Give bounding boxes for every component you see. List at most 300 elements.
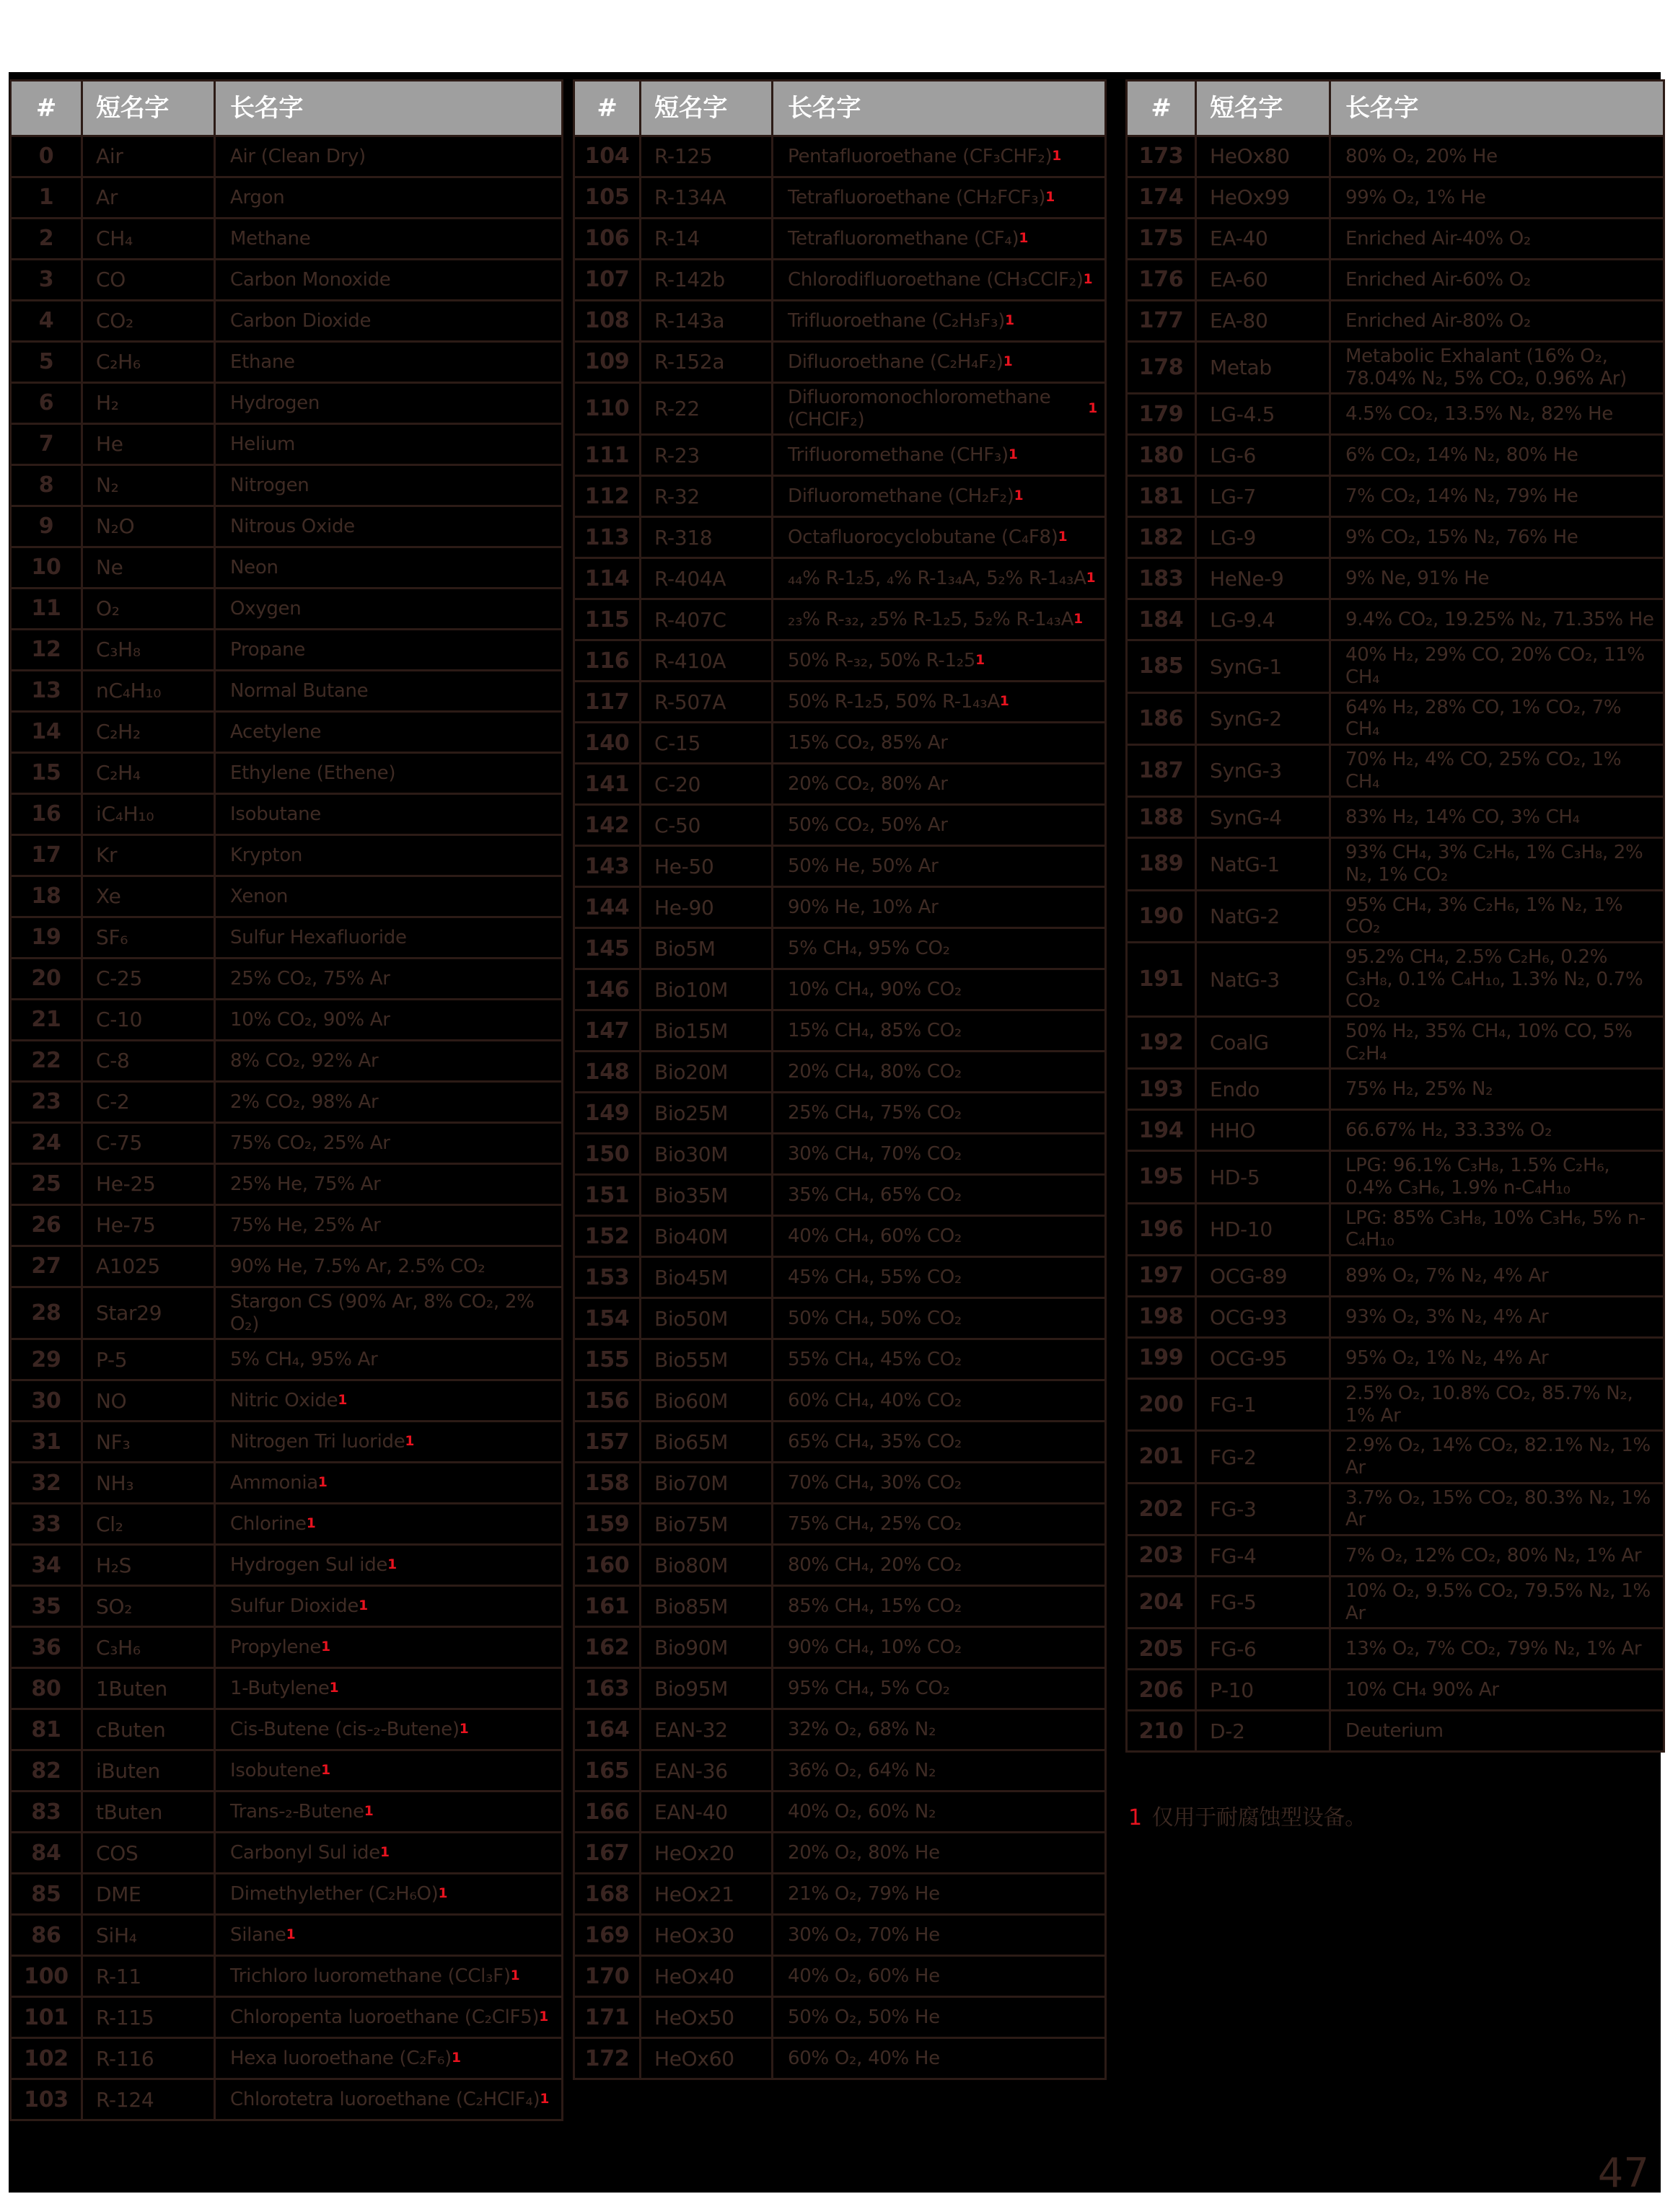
short-name-cell: Cl₂	[83, 1504, 216, 1543]
table-row	[1128, 943, 1663, 1018]
long-name-cell: 75% He, 25% Ar	[230, 1214, 381, 1236]
short-name-cell: LG-6	[1197, 436, 1331, 475]
table-row	[12, 137, 561, 178]
column-header-number: #	[575, 81, 641, 135]
table-row	[12, 466, 561, 507]
table-row	[12, 795, 561, 836]
short-name-cell: SynG-4	[1197, 798, 1331, 837]
row-number-cell: 193	[1128, 1070, 1197, 1109]
short-name-cell: Xe	[83, 877, 216, 916]
row-number-cell: 108	[575, 301, 641, 340]
table-row	[12, 836, 561, 877]
long-name-cell: Octafluorocyclobutane (C₄F8) 1	[788, 526, 1068, 548]
table-row	[12, 507, 561, 548]
table-row	[1128, 1432, 1663, 1484]
long-name-cell: 60% O₂, 40% He	[788, 2048, 940, 2069]
long-name-cell: Hydrogen	[230, 392, 320, 414]
short-name-cell: He-75	[83, 1206, 216, 1245]
long-name-cell: 3.7% O₂, 15% CO₂, 80.3% N₂, 1% Ar	[1345, 1486, 1651, 1531]
row-number-cell: 182	[1128, 518, 1197, 557]
table-row	[575, 1504, 1104, 1546]
short-name-cell: DME	[83, 1874, 216, 1913]
long-name-cell: 40% H₂, 29% CO, 20% CO₂, 11% CH₄	[1345, 644, 1645, 689]
row-number-cell: 157	[575, 1422, 641, 1461]
row-number-cell: 20	[12, 959, 83, 998]
row-number-cell: 167	[575, 1833, 641, 1872]
column-header-long-name: 长名字	[788, 93, 861, 123]
short-name-cell: R-134A	[641, 178, 773, 217]
long-name-cell: Tetrafluoroethane (CH₂FCF₃) 1	[788, 186, 1055, 208]
short-name-cell: CoalG	[1197, 1018, 1331, 1067]
row-number-cell: 16	[12, 795, 83, 834]
long-name-cell: Nitrogen	[230, 474, 309, 496]
long-name-cell: Xenon	[230, 885, 289, 907]
long-name-cell: 85% CH₄, 15% CO₂	[788, 1595, 962, 1617]
long-name-cell: ₂₃% R-₃₂, ₂5% R-1₂5, 5₂% R-1₄₃A 1	[788, 609, 1083, 630]
long-name-cell: Argon	[230, 186, 285, 208]
row-number-cell: 23	[12, 1083, 83, 1122]
row-number-cell: 9	[12, 507, 83, 546]
long-name-cell: Cis-Butene (cis-₂-Butene) 1	[230, 1719, 469, 1740]
short-name-cell: He-50	[641, 847, 773, 886]
short-name-cell: R-410A	[641, 641, 773, 680]
short-name-cell: R-152a	[641, 343, 773, 382]
row-number-cell: 154	[575, 1299, 641, 1338]
long-name-cell: Carbonyl Sul ide 1	[230, 1842, 390, 1864]
table-body	[12, 137, 561, 2119]
long-name-cell: 10% O₂, 9.5% CO₂, 79.5% N₂, 1% Ar	[1345, 1580, 1651, 1624]
short-name-cell: HeOx30	[641, 1916, 773, 1955]
long-name-cell: Normal Butane	[230, 679, 369, 702]
row-number-cell: 35	[12, 1587, 83, 1626]
table-row	[1128, 641, 1663, 693]
row-number-cell: 112	[575, 477, 641, 516]
table-row	[12, 1041, 561, 1083]
short-name-cell: C-75	[83, 1124, 216, 1163]
column-header-short-name: 短名字	[83, 81, 216, 135]
table-row	[12, 548, 561, 589]
table-row	[575, 1957, 1104, 1998]
table-row	[12, 1792, 561, 1833]
long-name-cell: 93% O₂, 3% N₂, 4% Ar	[1345, 1305, 1549, 1328]
long-name-cell: 95.2% CH₄, 2.5% C₂H₆, 0.2% C₃H₈, 0.1% C₄H₁₀, 1.3% N₂, 0.7% CO₂	[1345, 946, 1643, 1013]
table-row	[575, 1258, 1104, 1299]
short-name-cell: H₂S	[83, 1546, 216, 1585]
row-number-cell: 140	[575, 723, 641, 762]
column-header-number: #	[1128, 81, 1197, 135]
short-name-cell: D-2	[1197, 1711, 1331, 1750]
row-number-cell: 161	[575, 1587, 641, 1626]
row-number-cell: 197	[1128, 1256, 1197, 1295]
short-name-cell: iC₄H₁₀	[83, 795, 216, 834]
short-name-cell: NF₃	[83, 1422, 216, 1461]
short-name-cell: HeNe-9	[1197, 559, 1331, 598]
short-name-cell: R-407C	[641, 600, 773, 639]
table-row	[575, 641, 1104, 682]
long-name-cell: 36% O₂, 64% N₂	[788, 1760, 936, 1781]
short-name-cell: Bio50M	[641, 1299, 773, 1338]
table-row	[12, 178, 561, 219]
long-name-cell: 66.67% H₂, 33.33% O₂	[1345, 1119, 1552, 1142]
long-name-cell: Chlorine 1	[230, 1513, 316, 1535]
long-name-cell: Sulfur Hexafluoride	[230, 926, 407, 948]
short-name-cell: EAN-32	[641, 1710, 773, 1749]
short-name-cell: P-10	[1197, 1670, 1331, 1709]
long-name-cell: Dimethylether (C₂H₆O) 1	[230, 1883, 448, 1905]
row-number-cell: 86	[12, 1916, 83, 1955]
row-number-cell: 10	[12, 548, 83, 587]
short-name-cell: Bio55M	[641, 1340, 773, 1379]
table-row	[12, 1546, 561, 1587]
row-number-cell: 3	[12, 260, 83, 299]
short-name-cell: Bio15M	[641, 1011, 773, 1050]
short-name-cell: C₃H₆	[83, 1628, 216, 1667]
row-number-cell: 183	[1128, 559, 1197, 598]
row-number-cell: 107	[575, 260, 641, 299]
row-number-cell: 34	[12, 1546, 83, 1585]
row-number-cell: 177	[1128, 301, 1197, 340]
table-row	[575, 970, 1104, 1011]
row-number-cell: 84	[12, 1833, 83, 1872]
long-name-cell: Ethylene (Ethene)	[230, 762, 396, 784]
short-name-cell: Bio5M	[641, 929, 773, 968]
short-name-cell: SynG-3	[1197, 746, 1331, 796]
long-name-cell: Chlorodifluoroethane (CH₃CClF₂) 1	[788, 268, 1093, 291]
long-name-cell: 90% He, 7.5% Ar, 2.5% CO₂	[230, 1255, 486, 1277]
long-name-cell: Hexa luoroethane (C₂F₆) 1	[230, 2048, 461, 2069]
table-row	[12, 1833, 561, 1874]
row-number-cell: 149	[575, 1093, 641, 1132]
table-row	[575, 2039, 1104, 2078]
short-name-cell: He-90	[641, 888, 773, 927]
table-row	[12, 918, 561, 959]
long-name-cell: 5% CH₄, 95% CO₂	[788, 938, 950, 959]
row-number-cell: 199	[1128, 1339, 1197, 1378]
short-name-cell: C-2	[83, 1083, 216, 1122]
table-row	[575, 1052, 1104, 1093]
table-row	[1128, 1256, 1663, 1297]
short-name-cell: Ar	[83, 178, 216, 217]
table-row	[575, 1381, 1104, 1422]
long-name-cell: 10% CO₂, 90% Ar	[230, 1008, 390, 1031]
table-row	[575, 343, 1104, 384]
long-name-cell: 15% CH₄, 85% CO₂	[788, 1020, 962, 1041]
long-name-cell: 7% O₂, 12% CO₂, 80% N₂, 1% Ar	[1345, 1544, 1642, 1567]
long-name-cell: Propylene 1	[230, 1636, 330, 1658]
long-name-cell: 2.5% O₂, 10.8% CO₂, 85.7% N₂, 1% Ar	[1345, 1383, 1633, 1427]
long-name-cell: 30% O₂, 70% He	[788, 1924, 940, 1946]
row-number-cell: 101	[12, 1998, 83, 2037]
table-row	[1128, 1152, 1663, 1204]
table-row	[1128, 518, 1663, 559]
long-name-cell: Silane 1	[230, 1924, 296, 1946]
long-name-cell: 50% R-₃₂, 50% R-1₂5 1	[788, 650, 985, 671]
table-row	[575, 1011, 1104, 1052]
row-number-cell: 22	[12, 1041, 83, 1080]
short-name-cell: NO	[83, 1381, 216, 1420]
long-name-cell: 50% CH₄, 50% CO₂	[788, 1308, 962, 1329]
short-name-cell: C₂H₄	[83, 754, 216, 793]
row-number-cell: 102	[12, 2039, 83, 2078]
short-name-cell: EA-60	[1197, 260, 1331, 299]
long-name-cell: Enriched Air-80% O₂	[1345, 309, 1532, 332]
table-row	[1128, 219, 1663, 260]
table-row	[575, 1217, 1104, 1258]
table-body	[1128, 137, 1663, 1750]
short-name-cell: R-115	[83, 1998, 216, 2037]
row-number-cell: 158	[575, 1463, 641, 1502]
short-name-cell: EAN-40	[641, 1792, 773, 1831]
column-header-long-name: 长名字	[1345, 93, 1419, 123]
table-row	[1128, 301, 1663, 343]
short-name-cell: FG-4	[1197, 1536, 1331, 1575]
row-number-cell: 8	[12, 466, 83, 505]
long-name-cell: ₄₄% R-1₂5, ₄% R-1₃₄A, 5₂% R-1₄₃A 1	[788, 568, 1096, 589]
long-name-cell: Stargon CS (90% Ar, 8% CO₂, 2% O₂)	[230, 1291, 535, 1335]
row-number-cell: 204	[1128, 1577, 1197, 1627]
row-number-cell: 26	[12, 1206, 83, 1245]
long-name-cell: 50% O₂, 50% He	[788, 2006, 940, 2028]
table-row	[12, 1874, 561, 1916]
table-row	[12, 1463, 561, 1504]
table-row	[12, 754, 561, 795]
row-number-cell: 2	[12, 219, 83, 258]
short-name-cell: R-14	[641, 219, 773, 258]
table-row	[575, 1340, 1104, 1381]
long-name-cell: 75% CH₄, 25% CO₂	[788, 1513, 962, 1535]
long-name-cell: 83% H₂, 14% CO, 3% CH₄	[1345, 806, 1580, 829]
row-number-cell: 165	[575, 1751, 641, 1790]
long-name-cell: 15% CO₂, 85% Ar	[788, 732, 948, 754]
short-name-cell: R-143a	[641, 301, 773, 340]
short-name-cell: R-11	[83, 1957, 216, 1996]
row-number-cell: 29	[12, 1340, 83, 1379]
table-row	[12, 2039, 561, 2080]
short-name-cell: R-124	[83, 2080, 216, 2119]
table-header-row	[12, 81, 561, 137]
row-number-cell: 18	[12, 877, 83, 916]
long-name-cell: 40% O₂, 60% He	[788, 1965, 940, 1987]
short-name-cell: C-8	[83, 1041, 216, 1080]
table-row	[575, 764, 1104, 806]
row-number-cell: 186	[1128, 694, 1197, 744]
row-number-cell: 145	[575, 929, 641, 968]
short-name-cell: tButen	[83, 1792, 216, 1831]
short-name-cell: Air	[83, 137, 216, 176]
long-name-cell: 7% CO₂, 14% N₂, 79% He	[1345, 485, 1578, 507]
short-name-cell: N₂O	[83, 507, 216, 546]
short-name-cell: HeOx20	[641, 1833, 773, 1872]
short-name-cell: NatG-1	[1197, 839, 1331, 889]
row-number-cell: 151	[575, 1176, 641, 1215]
short-name-cell: HeOx60	[641, 2039, 773, 2078]
table-header-row	[575, 81, 1104, 137]
short-name-cell: Bio10M	[641, 970, 773, 1009]
row-number-cell: 106	[575, 219, 641, 258]
table-row	[1128, 798, 1663, 839]
long-name-cell: 1-Butylene 1	[230, 1678, 339, 1699]
row-number-cell: 205	[1128, 1629, 1197, 1668]
table-row	[12, 877, 561, 918]
long-name-cell: Trifluoromethane (CHF₃) 1	[788, 444, 1018, 466]
row-number-cell: 110	[575, 384, 641, 433]
table-row	[1128, 1339, 1663, 1380]
row-number-cell: 178	[1128, 343, 1197, 392]
short-name-cell: Bio35M	[641, 1176, 773, 1215]
long-name-cell: 80% O₂, 20% He	[1345, 145, 1498, 167]
row-number-cell: 85	[12, 1874, 83, 1913]
row-number-cell: 4	[12, 301, 83, 340]
row-number-cell: 141	[575, 764, 641, 803]
short-name-cell: Star29	[83, 1288, 216, 1338]
table-row	[1128, 1297, 1663, 1339]
short-name-cell: Bio30M	[641, 1134, 773, 1173]
long-name-cell: Tetrafluoromethane (CF₄) 1	[788, 227, 1029, 250]
table-row	[575, 1751, 1104, 1792]
row-number-cell: 143	[575, 847, 641, 886]
row-number-cell: 117	[575, 682, 641, 721]
table-row	[1128, 1629, 1663, 1670]
table-row	[1128, 477, 1663, 518]
long-name-cell: 6% CO₂, 14% N₂, 80% He	[1345, 444, 1578, 466]
table-row	[575, 1628, 1104, 1669]
row-number-cell: 150	[575, 1134, 641, 1173]
table-row	[575, 1710, 1104, 1751]
long-name-cell: Pentafluoroethane (CF₃CHF₂) 1	[788, 145, 1062, 167]
row-number-cell: 14	[12, 713, 83, 752]
row-number-cell: 33	[12, 1504, 83, 1543]
long-name-cell: Air (Clean Dry)	[230, 145, 366, 167]
table-row	[1128, 891, 1663, 943]
short-name-cell: C-20	[641, 764, 773, 803]
row-number-cell: 25	[12, 1165, 83, 1204]
row-number-cell: 190	[1128, 891, 1197, 941]
row-number-cell: 175	[1128, 219, 1197, 258]
long-name-cell: 65% CH₄, 35% CO₂	[788, 1431, 962, 1453]
table-row	[575, 847, 1104, 888]
long-name-cell: Difluoroethane (C₂H₄F₂) 1	[788, 351, 1013, 373]
row-number-cell: 164	[575, 1710, 641, 1749]
short-name-cell: FG-5	[1197, 1577, 1331, 1627]
long-name-cell: 55% CH₄, 45% CO₂	[788, 1349, 962, 1370]
long-name-cell: Krypton	[230, 844, 303, 866]
row-number-cell: 5	[12, 343, 83, 382]
short-name-cell: Bio60M	[641, 1381, 773, 1420]
table-row	[12, 1288, 561, 1340]
long-name-cell: 50% H₂, 35% CH₄, 10% CO, 5% C₂H₄	[1345, 1021, 1633, 1065]
long-name-cell: Deuterium	[1345, 1720, 1444, 1742]
table-row	[12, 1587, 561, 1628]
short-name-cell: SiH₄	[83, 1916, 216, 1955]
table-row	[575, 929, 1104, 970]
table-row	[575, 1916, 1104, 1957]
table-row	[12, 1669, 561, 1710]
short-name-cell: Bio25M	[641, 1093, 773, 1132]
row-number-cell: 174	[1128, 178, 1197, 217]
table-row	[12, 959, 561, 1000]
short-name-cell: Bio75M	[641, 1504, 773, 1543]
footnote	[1128, 1799, 1366, 1831]
table-row	[12, 1422, 561, 1463]
long-name-cell: 64% H₂, 28% CO, 1% CO₂, 7% CH₄	[1345, 696, 1622, 741]
long-name-cell: 5% CH₄, 95% Ar	[230, 1349, 378, 1370]
short-name-cell: SF₆	[83, 918, 216, 957]
table-row	[1128, 1484, 1663, 1536]
row-number-cell: 195	[1128, 1152, 1197, 1202]
short-name-cell: HeOx40	[641, 1957, 773, 1996]
table-row	[12, 1710, 561, 1751]
table-row	[575, 384, 1104, 436]
long-name-cell: Neon	[230, 556, 278, 578]
footnote-marker: 1	[1128, 1805, 1142, 1830]
long-name-cell: 10% CH₄, 90% CO₂	[788, 979, 962, 1000]
long-name-cell: 90% He, 10% Ar	[788, 896, 939, 918]
row-number-cell: 115	[575, 600, 641, 639]
table-row	[12, 1504, 561, 1546]
short-name-cell: Bio45M	[641, 1258, 773, 1297]
long-name-cell: Isobutane	[230, 803, 322, 825]
short-name-cell: HeOx50	[641, 1998, 773, 2037]
row-number-cell: 188	[1128, 798, 1197, 837]
table-row	[575, 137, 1104, 178]
table-row	[12, 1165, 561, 1206]
short-name-cell: R-142b	[641, 260, 773, 299]
short-name-cell: R-32	[641, 477, 773, 516]
short-name-cell: iButen	[83, 1751, 216, 1790]
row-number-cell: 28	[12, 1288, 83, 1338]
row-number-cell: 31	[12, 1422, 83, 1461]
short-name-cell: OCG-93	[1197, 1297, 1331, 1336]
row-number-cell: 15	[12, 754, 83, 793]
long-name-cell: Ammonia 1	[230, 1472, 328, 1494]
row-number-cell: 201	[1128, 1432, 1197, 1481]
long-name-cell: 70% CH₄, 30% CO₂	[788, 1472, 962, 1494]
row-number-cell: 166	[575, 1792, 641, 1831]
table-row	[1128, 1577, 1663, 1629]
row-number-cell: 168	[575, 1874, 641, 1913]
long-name-cell: Propane	[230, 638, 306, 661]
table-row	[575, 1587, 1104, 1628]
long-name-cell: Hydrogen Sul ide 1	[230, 1554, 397, 1576]
short-name-cell: EA-80	[1197, 301, 1331, 340]
table-row	[12, 1206, 561, 1247]
row-number-cell: 113	[575, 518, 641, 557]
short-name-cell: R-22	[641, 384, 773, 433]
long-name-cell: Difluoromonochloromethane (CHClF₂) 1	[788, 387, 1097, 431]
long-name-cell: 25% He, 75% Ar	[230, 1173, 381, 1195]
table-row	[575, 1134, 1104, 1176]
long-name-cell: Nitrous Oxide	[230, 515, 355, 537]
short-name-cell: Bio95M	[641, 1669, 773, 1708]
short-name-cell: R-404A	[641, 559, 773, 598]
row-number-cell: 7	[12, 425, 83, 464]
row-number-cell: 80	[12, 1669, 83, 1708]
table-row	[12, 1247, 561, 1288]
long-name-cell: Isobutene 1	[230, 1760, 330, 1781]
table-row	[12, 1751, 561, 1792]
short-name-cell: Bio40M	[641, 1217, 773, 1256]
row-number-cell: 200	[1128, 1380, 1197, 1429]
row-number-cell: 185	[1128, 641, 1197, 691]
row-number-cell: 103	[12, 2080, 83, 2119]
table-body	[575, 137, 1104, 2078]
short-name-cell: C-50	[641, 806, 773, 845]
short-name-cell: LG-7	[1197, 477, 1331, 516]
table-row	[12, 219, 561, 260]
table-row	[575, 1546, 1104, 1587]
long-name-cell: Trans-₂-Butene 1	[230, 1801, 374, 1823]
gas-table-2	[573, 79, 1107, 2080]
